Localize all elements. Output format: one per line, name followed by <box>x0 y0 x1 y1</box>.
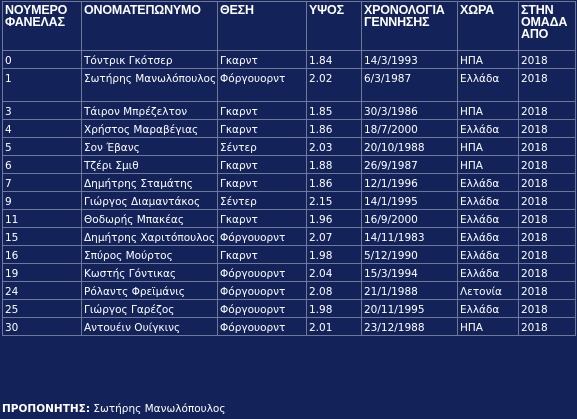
header-position: ΘΕΣΗ <box>218 2 307 51</box>
cell-country: Ελλάδα <box>458 69 519 102</box>
cell-birth-date: 14/3/1993 <box>362 51 458 69</box>
cell-height: 1.85 <box>307 102 362 120</box>
cell-since-year: 2018 <box>519 300 576 318</box>
cell-country: Ελλάδα <box>458 210 519 228</box>
cell-since-year: 2018 <box>519 264 576 282</box>
table-row <box>3 174 576 192</box>
cell-player-name: Γιώργος Γαρέζος <box>82 300 218 318</box>
cell-position: Φόργουορντ <box>218 318 307 336</box>
cell-height: 2.01 <box>307 318 362 336</box>
cell-player-name: Κωστής Γόντικας <box>82 264 218 282</box>
cell-height: 1.98 <box>307 300 362 318</box>
cell-height: 1.98 <box>307 246 362 264</box>
cell-country: Ελλάδα <box>458 120 519 138</box>
header-birth-date: ΧΡΟΝΟΛΟΓΙΑ ΓΕΝΝΗΣΗΣ <box>362 2 458 51</box>
cell-since-year: 2018 <box>519 138 576 156</box>
cell-height: 2.02 <box>307 69 362 102</box>
cell-since-year: 2018 <box>519 102 576 120</box>
table-row <box>3 282 576 300</box>
header-row <box>3 2 576 51</box>
table-row <box>3 138 576 156</box>
cell-player-name: Χρήστος Μαραβέγιας <box>82 120 218 138</box>
cell-birth-date: 23/12/1988 <box>362 318 458 336</box>
coach-label: ΠΡΟΠΟΝΗΤΗΣ: <box>2 403 91 415</box>
cell-birth-date: 30/3/1986 <box>362 102 458 120</box>
table-row <box>3 246 576 264</box>
cell-height: 1.86 <box>307 120 362 138</box>
cell-jersey-number: 9 <box>3 192 82 210</box>
table-row <box>3 102 576 120</box>
table-row <box>3 69 576 102</box>
cell-position: Γκαρντ <box>218 210 307 228</box>
cell-jersey-number: 1 <box>3 69 82 102</box>
cell-birth-date: 16/9/2000 <box>362 210 458 228</box>
cell-player-name: Δημήτρης Σταμάτης <box>82 174 218 192</box>
roster-table <box>2 1 576 336</box>
cell-country: Ελλάδα <box>458 228 519 246</box>
cell-jersey-number: 25 <box>3 300 82 318</box>
cell-since-year: 2018 <box>519 120 576 138</box>
table-row <box>3 318 576 336</box>
table-row <box>3 51 576 69</box>
cell-position: Γκαρντ <box>218 156 307 174</box>
cell-country: ΗΠΑ <box>458 102 519 120</box>
cell-jersey-number: 19 <box>3 264 82 282</box>
cell-player-name: Ρόλαντς Φρεϊμάνις <box>82 282 218 300</box>
cell-birth-date: 26/9/1987 <box>362 156 458 174</box>
cell-jersey-number: 30 <box>3 318 82 336</box>
cell-since-year: 2018 <box>519 156 576 174</box>
cell-since-year: 2018 <box>519 318 576 336</box>
table-row <box>3 300 576 318</box>
cell-birth-date: 15/3/1994 <box>362 264 458 282</box>
cell-country: Ελλάδα <box>458 174 519 192</box>
cell-birth-date: 14/11/1983 <box>362 228 458 246</box>
roster-body <box>3 51 576 336</box>
cell-height: 2.07 <box>307 228 362 246</box>
cell-position: Γκαρντ <box>218 120 307 138</box>
cell-player-name: Θοδωρής Μπακέας <box>82 210 218 228</box>
cell-position: Γκαρντ <box>218 246 307 264</box>
cell-player-name: Τζέρι Σμιθ <box>82 156 218 174</box>
cell-position: Φόργουορντ <box>218 300 307 318</box>
cell-country: ΗΠΑ <box>458 51 519 69</box>
header-jersey-number: ΝΟΥΜΕΡΟ ΦΑΝΕΛΑΣ <box>3 2 82 51</box>
cell-jersey-number: 16 <box>3 246 82 264</box>
cell-height: 2.04 <box>307 264 362 282</box>
cell-jersey-number: 0 <box>3 51 82 69</box>
cell-birth-date: 20/11/1995 <box>362 300 458 318</box>
cell-jersey-number: 24 <box>3 282 82 300</box>
cell-jersey-number: 3 <box>3 102 82 120</box>
cell-country: ΗΠΑ <box>458 138 519 156</box>
cell-birth-date: 12/1/1996 <box>362 174 458 192</box>
cell-birth-date: 14/1/1995 <box>362 192 458 210</box>
cell-height: 1.86 <box>307 174 362 192</box>
cell-player-name: Σωτήρης Μανωλόπουλος <box>82 69 218 102</box>
cell-since-year: 2018 <box>519 192 576 210</box>
cell-since-year: 2018 <box>519 228 576 246</box>
cell-position: Σέντερ <box>218 192 307 210</box>
cell-jersey-number: 4 <box>3 120 82 138</box>
coach-name: Σωτήρης Μανωλόπουλος <box>93 403 226 415</box>
cell-country: Ελλάδα <box>458 264 519 282</box>
cell-height: 2.08 <box>307 282 362 300</box>
cell-since-year: 2018 <box>519 210 576 228</box>
table-row <box>3 192 576 210</box>
cell-height: 2.15 <box>307 192 362 210</box>
table-row <box>3 264 576 282</box>
cell-height: 2.03 <box>307 138 362 156</box>
header-full-name: ΟΝΟΜΑΤΕΠΩΝΥΜΟ <box>82 2 218 51</box>
cell-since-year: 2018 <box>519 246 576 264</box>
cell-position: Γκαρντ <box>218 102 307 120</box>
cell-position: Φόργουορντ <box>218 228 307 246</box>
cell-country: ΗΠΑ <box>458 318 519 336</box>
cell-jersey-number: 15 <box>3 228 82 246</box>
cell-since-year: 2018 <box>519 51 576 69</box>
cell-country: Ελλάδα <box>458 300 519 318</box>
table-row <box>3 228 576 246</box>
cell-position: Φόργουορντ <box>218 264 307 282</box>
header-height: ΥΨΟΣ <box>307 2 362 51</box>
cell-jersey-number: 7 <box>3 174 82 192</box>
cell-jersey-number: 6 <box>3 156 82 174</box>
cell-since-year: 2018 <box>519 282 576 300</box>
cell-jersey-number: 5 <box>3 138 82 156</box>
cell-position: Φόργουορντ <box>218 282 307 300</box>
coach-line <box>2 402 226 416</box>
table-row <box>3 120 576 138</box>
cell-birth-date: 6/3/1987 <box>362 69 458 102</box>
cell-height: 1.88 <box>307 156 362 174</box>
cell-birth-date: 5/12/1990 <box>362 246 458 264</box>
cell-country: Ελλάδα <box>458 192 519 210</box>
cell-birth-date: 21/1/1988 <box>362 282 458 300</box>
cell-country: Ελλάδα <box>458 246 519 264</box>
cell-player-name: Τάιρον Μπρέζελτον <box>82 102 218 120</box>
cell-position: Φόργουορντ <box>218 69 307 102</box>
table-row <box>3 210 576 228</box>
header-on-team-since: ΣΤΗΝ ΟΜΑΔΑ ΑΠΟ <box>519 2 576 51</box>
cell-height: 1.84 <box>307 51 362 69</box>
cell-position: Γκαρντ <box>218 174 307 192</box>
cell-player-name: Αντουέιν Ουίγκινς <box>82 318 218 336</box>
cell-player-name: Τόντρικ Γκότσερ <box>82 51 218 69</box>
cell-player-name: Γιώργος Διαμαντάκος <box>82 192 218 210</box>
cell-jersey-number: 11 <box>3 210 82 228</box>
cell-position: Γκαρντ <box>218 51 307 69</box>
header-country: ΧΩΡΑ <box>458 2 519 51</box>
cell-since-year: 2018 <box>519 174 576 192</box>
cell-country: ΗΠΑ <box>458 156 519 174</box>
cell-player-name: Σπύρος Μούρτος <box>82 246 218 264</box>
cell-birth-date: 20/10/1988 <box>362 138 458 156</box>
cell-position: Σέντερ <box>218 138 307 156</box>
cell-country: Λετονία <box>458 282 519 300</box>
cell-player-name: Σον Έβανς <box>82 138 218 156</box>
cell-height: 1.96 <box>307 210 362 228</box>
cell-player-name: Δημήτρης Χαριτόπουλος <box>82 228 218 246</box>
cell-birth-date: 18/7/2000 <box>362 120 458 138</box>
table-row <box>3 156 576 174</box>
cell-since-year: 2018 <box>519 69 576 102</box>
